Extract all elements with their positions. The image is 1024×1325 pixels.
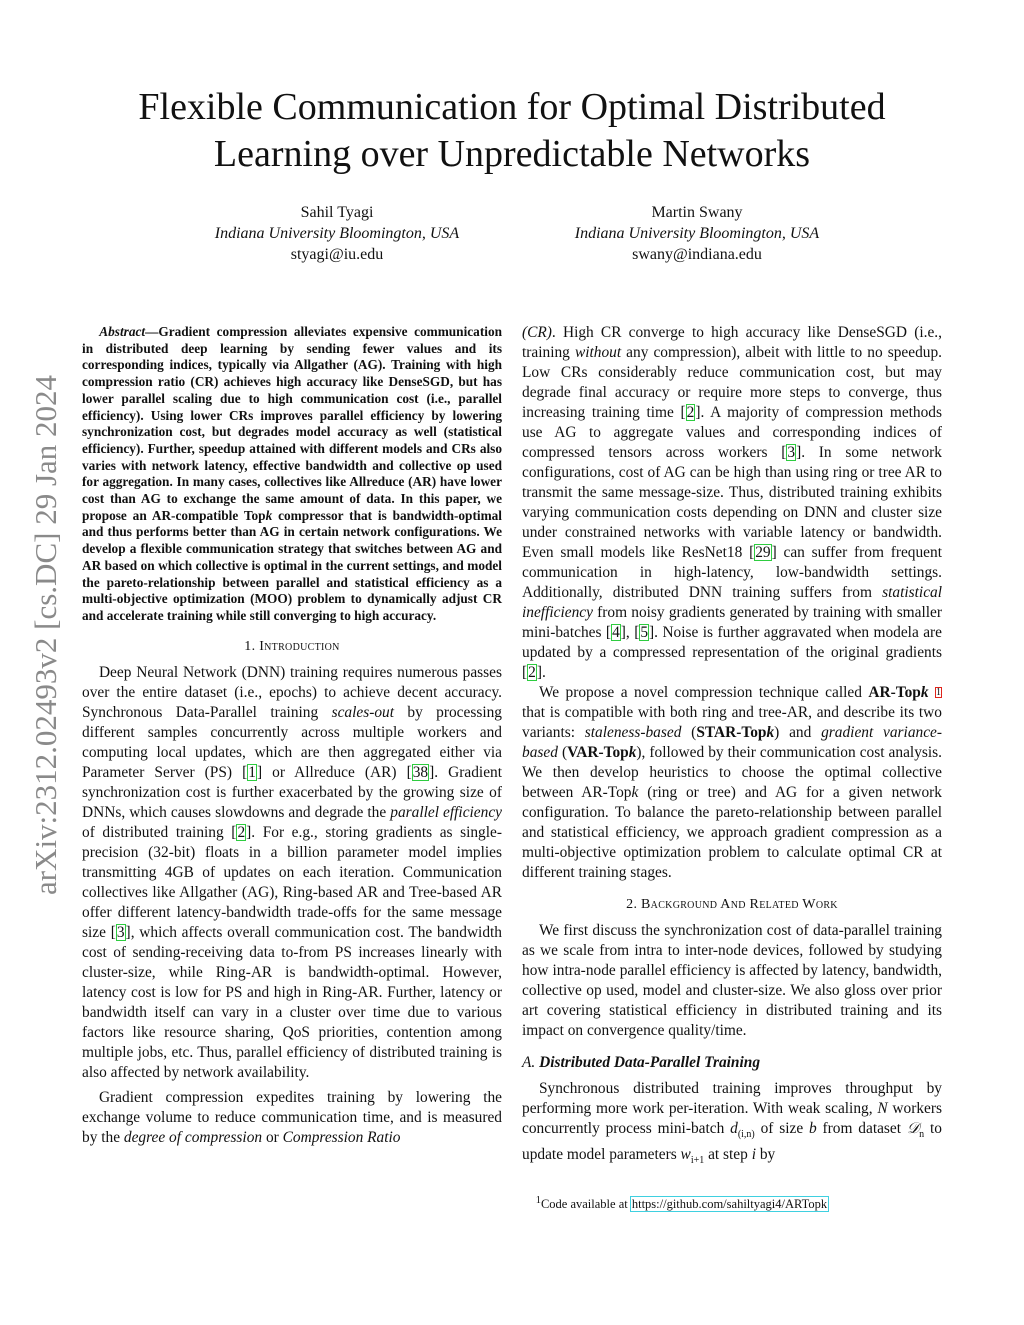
text-run: , <box>625 624 635 641</box>
text-run: any compression), albeit with little to no speedup. Low CRs considerably reduce communication cost, but may degrade final accuracy or require more steps to converge, thus increasing training time <box>522 344 943 421</box>
citation: [38] <box>406 763 435 781</box>
author-affiliation: Indiana University Bloomington, USA <box>574 225 820 242</box>
citation-link[interactable]: 3 <box>116 923 125 941</box>
text-run: (CR) <box>522 324 552 341</box>
author-name: Martin Swany <box>651 204 743 221</box>
text-run: . Gradient synchronization cost is further exacerbated by the growing size of DNNs, which causes slowdowns and degrade the <box>82 763 502 821</box>
text-run: i <box>751 1146 756 1164</box>
text-run: can suffer from frequent communication in high-latency, low-bandwidth settings. Additionally, distributed DNN training suffers from <box>522 544 942 601</box>
citation-link[interactable]: 29 <box>755 544 771 561</box>
text-run: or Allreduce (AR) <box>262 763 407 781</box>
title-line-2: Learning over Unpredictable Networks <box>213 133 811 175</box>
section-heading: 2. Background And Related Work <box>626 897 838 912</box>
paragraph <box>522 921 942 1041</box>
text-run: ( <box>681 724 697 741</box>
abstract-text: —Gradient compression alleviates expensive communication in distributed deep learning by sending fewer values and its corresponding indices, typically via Allgather (AG). Training with high compression ratio (CR) achieves high accuracy like DenseSGD, but has lower parallel scaling due to high communication cost (i.e., parallel efficiency). Using lower CRs improves parallel efficiency by lowering synchronization cost, but degrades model accuracy as well (statistical efficiency). Further, speedup attained with different models and CRs also varies with network latency, effective bandwidth and collective op used for aggregation. In many cases, collectives like Allreduce (AR) have lower cost than AG to exchange the same amount of data. In this paper, we propose an AR-compatible Top <box>82 324 502 523</box>
text-run: VAR-Top <box>567 744 629 761</box>
citation: [5] <box>634 624 655 641</box>
text-run: gradient variance-based <box>522 724 942 761</box>
paragraph <box>522 1079 942 1171</box>
text-run: n <box>919 1129 925 1141</box>
text-run: that is compatible with both ring and tree-AR, and describe its two variants: <box>522 704 942 741</box>
citation: [3] <box>110 923 131 941</box>
text-run: , which affects overall communication cost. The bandwidth cost of sending-receiving data to-from PS increases linearly with cluster-size, while Ring-AR is bandwidth-optimal. However, latency cost is low for PS and high in Ring-AR. Further, latency or bandwidth itself can vary in a cluster over time due to various factors like resource sharing, QoS priorities, contention among multiple jobs, etc. Thus, parallel efficiency of distributed training is also affected by network availability. <box>82 923 502 1081</box>
citation: [29] <box>749 544 777 561</box>
text-run: ( <box>557 744 568 761</box>
author-name: Sahil Tyagi <box>300 204 374 221</box>
text-run: (i,n) <box>737 1129 755 1141</box>
text-run: k <box>631 784 639 801</box>
citation: [2] <box>680 404 701 421</box>
paragraph <box>82 1088 502 1148</box>
citation-link[interactable]: 5 <box>640 624 649 641</box>
text-run: by processing different samples concurrently across multiple workers and computing local updates, which are then aggregated either via Parameter Server (PS) <box>82 703 502 781</box>
text-run: at step <box>704 1146 752 1164</box>
text-run: w <box>680 1146 691 1164</box>
text-run: k <box>766 724 775 741</box>
text-run: . Noise is further aggravated when modela are updated by a compressed representation of the original gradients <box>522 624 942 661</box>
text-run: ), followed by their communication cost analysis. We then develop heuristics to choose the optimal collective between AR-Top <box>522 744 942 801</box>
text-run: . <box>541 664 546 681</box>
abstract-label: Abstract <box>99 324 146 339</box>
abstract-text: k <box>265 507 273 523</box>
citation-link[interactable]: 4 <box>612 624 620 641</box>
text-run: We first discuss the synchronization cost of data-parallel training as we scale from intra to inter-node devices, followed by studying how intra-node parallel efficiency is affected by latency, bandwidth, collective op used, model and cluster-size. We also gloss over prior art covering statistical efficiency in distributed training and its impact on convergence quality/time. <box>522 922 942 1039</box>
footnote-mark: 1 <box>535 1195 541 1207</box>
paper-title <box>0 84 1024 178</box>
code-url-link[interactable]: https://github.com/sahiltyagi4/ARTopk <box>631 1197 828 1212</box>
text-run: k <box>920 684 929 701</box>
citation-link[interactable]: 2 <box>528 664 536 681</box>
text-run: from noisy gradients generated by training with smaller mini-batches <box>522 604 942 641</box>
abstract-text: compressor that is bandwidth-optimal and thus performs better than AG in certain network configurations. We develop a flexible communication strategy that switches between AG and AR based on which collective is optimal in the current settings, and model the pareto-relationship between parallel and statistical efficiency as a multi-objective optimization (MOO) problem to dynamically adjust CR and accelerate training while still converging to high accuracy. <box>82 507 502 623</box>
right-column <box>522 323 942 1212</box>
paragraph <box>82 663 502 1083</box>
citation-link[interactable]: 3 <box>787 444 796 461</box>
author-block-1 <box>127 202 547 265</box>
author-email: styagi@iu.edu <box>290 246 384 263</box>
text-run: by <box>755 1146 776 1164</box>
footnote-text: Code available at <box>540 1197 631 1212</box>
text-run: . A majority of compression methods use AG to aggregate values and corresponding indices of compressed tensors across workers <box>522 404 942 461</box>
author-affiliation: Indiana University Bloomington, USA <box>214 225 460 242</box>
title-line-1: Flexible Communication for Optimal Distributed <box>138 86 886 128</box>
text-run: Compression Ratio <box>282 1128 401 1146</box>
citation-link[interactable]: 1 <box>248 763 256 781</box>
footnote <box>522 1193 942 1212</box>
subsection-title: Distributed Data-Parallel Training <box>539 1054 761 1071</box>
text-run: without <box>574 344 622 361</box>
author-block-2 <box>487 202 907 265</box>
left-column <box>82 324 502 1148</box>
text-run: statistical inefficiency <box>522 584 942 621</box>
footnote-link[interactable]: 1 <box>936 687 942 698</box>
text-run: N <box>877 1100 888 1117</box>
left-body <box>82 637 502 1148</box>
text-run: workers concurrently process mini-batch <box>522 1100 942 1137</box>
text-run: b <box>809 1120 817 1137</box>
paragraph <box>522 323 942 683</box>
text-run: . For e.g., storing gradients as single-precision (32-bit) floats in a billion parameter model implies transmitting 4GB of updates on each iteration. Communication collectives like Allgather (AG), Ring-based AR and Tree-based AR offer different latency-bandwidth trade-offs for the same message size <box>82 823 502 941</box>
text-run: to update model parameters <box>522 1120 942 1164</box>
text-run: parallel efficiency <box>390 803 502 821</box>
citation-link[interactable]: 2 <box>686 404 695 421</box>
text-run: or <box>262 1128 283 1146</box>
text-run: d <box>730 1120 738 1137</box>
text-run: We propose a novel compression technique called <box>538 684 869 701</box>
text-run: ) and <box>774 724 822 741</box>
text-run: . High CR converge to high accuracy like DenseSGD (i.e., training <box>522 324 942 361</box>
citation-link[interactable]: 2 <box>237 823 246 841</box>
author-email: swany@indiana.edu <box>632 246 762 263</box>
citation: [3] <box>781 444 802 461</box>
citation: [2] <box>231 823 252 841</box>
arxiv-watermark <box>16 330 76 940</box>
text-run: staleness-based <box>584 724 682 741</box>
arxiv-id: arXiv:2312.02493v2 [cs.DC] 29 Jan 2024 <box>28 374 63 896</box>
text-run: STAR-Top <box>696 724 767 741</box>
text-run: from dataset <box>816 1120 907 1137</box>
citation: [2] <box>522 664 542 681</box>
text-run: Gradient compression expedites training by lowering the exchange volume to reduce communication time, and is measured by the <box>82 1088 502 1146</box>
text-run: of size <box>754 1120 810 1137</box>
citation: [4] <box>605 624 626 641</box>
text-run: k <box>628 744 637 761</box>
text-run: AR-Top <box>868 684 921 701</box>
text-run: i+1 <box>690 1155 705 1167</box>
citation: [1] <box>242 763 263 781</box>
text-run: Deep Neural Network (DNN) training requires numerous passes over the entire dataset (i.e., epochs) to achieve decent accuracy. Synchronous Data-Parallel training <box>82 663 502 721</box>
paragraph <box>522 683 942 883</box>
right-body <box>522 323 942 1171</box>
abstract <box>82 324 502 625</box>
text-run: of distributed training <box>82 823 232 841</box>
text-run: 𝒟 <box>906 1120 920 1137</box>
subsection-heading <box>522 1053 942 1073</box>
text-run: scales-out <box>331 703 394 721</box>
section-heading: 1. Introduction <box>244 638 340 654</box>
text-run: (ring or tree) and AG for a given network configuration. To balance the pareto-relationship between parallel and statistical efficiency, we approach gradient compression as a multi-objective optimization problem to calculate optimal CR at different training stages. <box>522 784 943 881</box>
text-run: . In some network configurations, cost of AG can be high than using ring or tree AR to transmit the same message-size. Thus, distributed training exhibits varying communication costs depending on DNN and cluster size under constrained networks with variable latency or bandwidth. Even small models like ResNet18 <box>522 444 943 561</box>
text-run: degree of compression <box>123 1128 263 1146</box>
subsection-number: A. <box>522 1054 540 1071</box>
text-run: Synchronous distributed training improves throughput by performing more work per-iteration. With weak scaling, <box>522 1080 942 1117</box>
citation-link[interactable]: 38 <box>412 763 429 781</box>
